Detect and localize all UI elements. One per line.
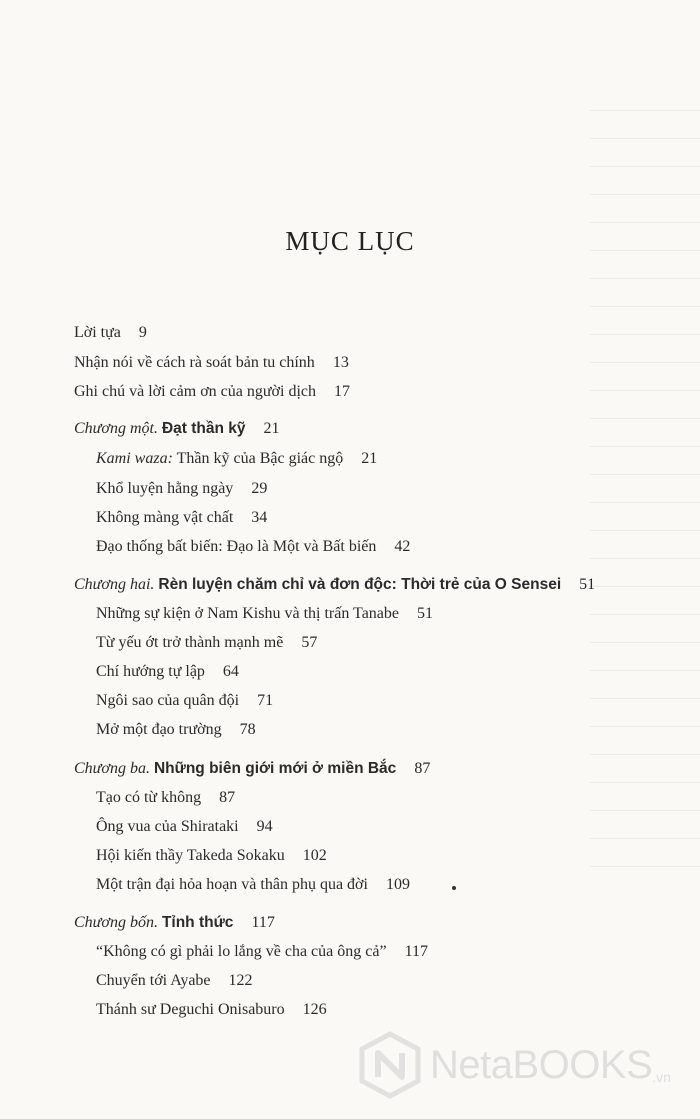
toc-entry-translator-notes bbox=[74, 383, 350, 401]
entry-title: Lời tựa bbox=[74, 324, 121, 341]
neta-logo-icon bbox=[356, 1031, 424, 1099]
entry-page: 34 bbox=[251, 509, 268, 526]
entry-page: 21 bbox=[361, 450, 378, 467]
entry-page: 13 bbox=[332, 354, 349, 371]
toc-chapter-2 bbox=[74, 576, 595, 594]
toc-section bbox=[96, 663, 239, 681]
section-title: Ngôi sao của quân đội bbox=[96, 692, 240, 709]
toc-entry-preface bbox=[74, 324, 147, 342]
entry-page: 17 bbox=[334, 383, 350, 400]
section-title: Chuyển tới Ayabe bbox=[96, 972, 211, 989]
section-term: Kami waza: bbox=[96, 450, 173, 467]
chapter-title: Tỉnh thức bbox=[161, 914, 234, 931]
entry-page: 71 bbox=[257, 692, 274, 709]
toc-section bbox=[96, 789, 235, 807]
section-title: Hội kiến thầy Takeda Sokaku bbox=[96, 847, 285, 864]
entry-page: 57 bbox=[301, 634, 318, 651]
chapter-label: Chương bốn. bbox=[74, 914, 158, 931]
toc-chapter-1 bbox=[74, 420, 280, 438]
toc-section bbox=[96, 509, 267, 527]
entry-page: 94 bbox=[256, 818, 273, 835]
watermark bbox=[356, 1025, 686, 1105]
section-title: Thánh sư Deguchi Onisaburo bbox=[96, 1001, 285, 1018]
section-title: Không màng vật chất bbox=[96, 509, 234, 526]
stray-ink-dot bbox=[452, 886, 456, 890]
entry-page: 9 bbox=[138, 324, 147, 341]
chapter-label: Chương một. bbox=[74, 420, 158, 437]
entry-page: 122 bbox=[228, 972, 253, 989]
toc-section bbox=[96, 634, 317, 652]
toc-section bbox=[96, 721, 256, 739]
section-title: Thần kỹ của Bậc giác ngộ bbox=[172, 450, 344, 467]
entry-page: 64 bbox=[222, 663, 239, 680]
entry-page: 87 bbox=[219, 789, 236, 806]
entry-page: 117 bbox=[404, 943, 428, 960]
toc-section bbox=[96, 847, 327, 865]
toc-section bbox=[96, 692, 273, 710]
toc-section bbox=[96, 480, 267, 498]
entry-page: 21 bbox=[263, 420, 280, 437]
chapter-title: Đạt thần kỹ bbox=[161, 420, 246, 437]
section-title: Mở một đạo trường bbox=[96, 721, 222, 738]
bleed-through-shadow bbox=[590, 110, 700, 870]
entry-page: 42 bbox=[394, 538, 411, 555]
chapter-title: Rèn luyện chăm chỉ và đơn độc: Thời trẻ của O Sensei bbox=[158, 576, 562, 593]
toc-entry-revision-note bbox=[74, 354, 349, 372]
toc-section bbox=[96, 943, 428, 961]
section-title: Tạo có từ không bbox=[96, 789, 202, 806]
toc-section bbox=[96, 538, 410, 556]
watermark-suffix: .vn bbox=[652, 1069, 671, 1085]
section-title: Chí hướng tự lập bbox=[96, 663, 205, 680]
section-title: Những sự kiện ở Nam Kishu và thị trấn Tanabe bbox=[96, 605, 399, 622]
section-title: Ông vua của Shirataki bbox=[96, 818, 239, 835]
section-title: Từ yếu ớt trở thành mạnh mẽ bbox=[96, 634, 284, 651]
entry-page: 29 bbox=[251, 480, 268, 497]
entry-page: 109 bbox=[385, 876, 410, 893]
section-title: Khổ luyện hằng ngày bbox=[96, 480, 234, 497]
entry-page: 126 bbox=[302, 1001, 327, 1018]
toc-section bbox=[96, 818, 273, 836]
entry-page: 117 bbox=[251, 914, 275, 931]
entry-title: Nhận nói về cách rà soát bản tu chính bbox=[74, 354, 315, 371]
entry-title: Ghi chú và lời cảm ơn của người dịch bbox=[74, 383, 316, 400]
toc-chapter-3 bbox=[74, 760, 430, 778]
section-title: Đạo thống bất biến: Đạo là Một và Bất biến bbox=[96, 538, 377, 555]
chapter-title: Những biên giới mới ở miền Bắc bbox=[153, 760, 397, 777]
section-title: Một trận đại hỏa hoạn và thân phụ qua đời bbox=[96, 876, 368, 893]
toc-section bbox=[96, 972, 253, 990]
section-title: “Không có gì phải lo lắng về cha của ông cả” bbox=[96, 943, 387, 960]
chapter-label: Chương ba. bbox=[74, 760, 150, 777]
toc-title: MỤC LỤC bbox=[285, 226, 415, 256]
entry-page: 78 bbox=[239, 721, 256, 738]
entry-page: 102 bbox=[302, 847, 327, 864]
toc-section bbox=[96, 450, 377, 468]
toc-section bbox=[96, 605, 433, 623]
entry-page: 51 bbox=[417, 605, 433, 622]
chapter-label: Chương hai. bbox=[74, 576, 155, 593]
toc-section bbox=[96, 1001, 327, 1019]
toc-section bbox=[96, 876, 410, 894]
entry-page: 87 bbox=[414, 760, 431, 777]
watermark-brand: NetaBOOKS bbox=[430, 1042, 653, 1087]
entry-page: 51 bbox=[579, 576, 596, 593]
toc-chapter-4 bbox=[74, 914, 275, 932]
